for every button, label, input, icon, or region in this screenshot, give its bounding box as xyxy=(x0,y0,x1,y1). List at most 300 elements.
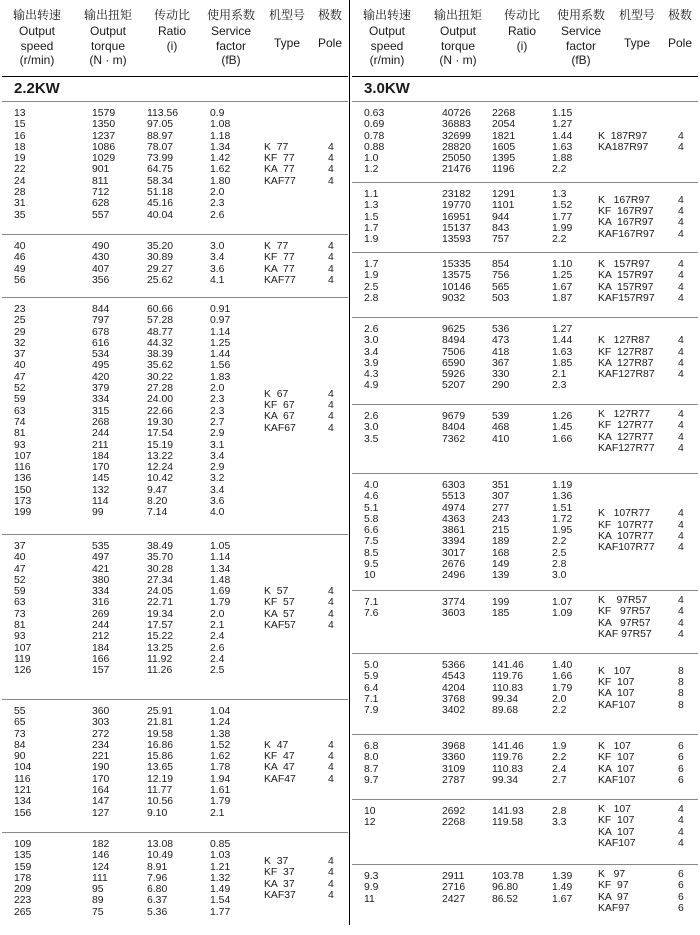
model-group xyxy=(352,102,698,183)
ratio: 110.83 xyxy=(492,682,524,694)
service-factor: 1.79 xyxy=(210,597,231,609)
pole-count: 8 xyxy=(678,699,684,711)
ratio: 22.66 xyxy=(147,405,174,417)
service-factor: 1.66 xyxy=(552,433,573,445)
type-list xyxy=(352,869,698,914)
service-factor: 1.3 xyxy=(552,189,567,200)
pole-count: 4 xyxy=(328,597,334,609)
service-factor: 1.66 xyxy=(552,671,573,683)
pole-count: 4 xyxy=(328,411,334,423)
type-row xyxy=(352,688,698,699)
pole-count: 4 xyxy=(678,420,684,432)
ratio: 277 xyxy=(492,502,510,514)
type-row xyxy=(2,176,348,187)
output-torque: 7362 xyxy=(442,433,466,445)
output-speed: 24 xyxy=(14,175,26,187)
ratio: 64.75 xyxy=(147,164,174,176)
service-factor: 1.04 xyxy=(210,706,231,717)
output-speed: 265 xyxy=(14,906,32,918)
output-torque: 356 xyxy=(92,274,110,286)
torque-header xyxy=(422,8,494,68)
type-row xyxy=(352,595,698,606)
ratio: 25.62 xyxy=(147,274,174,286)
service-factor: 1.21 xyxy=(210,861,231,873)
pole-count: 6 xyxy=(678,763,684,775)
table-row xyxy=(2,552,242,563)
output-torque: 379 xyxy=(92,383,110,395)
pole-count: 4 xyxy=(678,409,684,420)
service-factor: 1.32 xyxy=(210,872,231,884)
pole-header xyxy=(662,8,698,51)
ratio: 27.28 xyxy=(147,383,174,395)
output-speed: 40 xyxy=(14,241,26,252)
type-model: KF 77 xyxy=(264,153,295,165)
speed-header-en: Output xyxy=(18,24,56,38)
pole-count: 4 xyxy=(678,542,684,554)
ratio: 351 xyxy=(492,480,510,491)
model-group xyxy=(352,183,698,253)
pole-count: 4 xyxy=(328,252,334,264)
ratio: 139 xyxy=(492,570,510,582)
output-speed: 9.5 xyxy=(364,559,379,571)
output-speed: 15 xyxy=(14,119,26,131)
output-speed: 5.1 xyxy=(364,502,379,514)
table-row xyxy=(2,349,242,360)
service-factor: 1.95 xyxy=(552,525,573,537)
pole-count: 4 xyxy=(678,270,684,282)
output-speed: 4.0 xyxy=(364,480,379,491)
type-row xyxy=(352,764,698,775)
type-row xyxy=(352,531,698,542)
type-list xyxy=(352,804,698,849)
type-model: KA 107R77 xyxy=(598,530,654,542)
service-factor: 2.1 xyxy=(210,807,225,819)
service-factor: 2.2 xyxy=(552,164,567,176)
type-row xyxy=(352,700,698,711)
type-model: KA 37 xyxy=(264,878,295,890)
output-torque: 89 xyxy=(92,895,104,907)
type-model: KA 77 xyxy=(264,263,295,275)
service-factor: 0.91 xyxy=(210,304,231,315)
output-torque: 2268 xyxy=(442,817,466,829)
output-speed: 178 xyxy=(14,872,32,884)
service-factor: 0.85 xyxy=(210,839,231,850)
service-factor: 2.0 xyxy=(552,693,567,705)
service-factor: 1.44 xyxy=(552,335,573,347)
ratio: 44.32 xyxy=(147,337,174,349)
output-torque: 2911 xyxy=(442,871,465,882)
ratio: 141.93 xyxy=(492,806,524,817)
type-row xyxy=(352,217,698,228)
output-speed: 1.7 xyxy=(364,222,379,234)
output-speed: 1.5 xyxy=(364,211,379,223)
service-factor: 3.2 xyxy=(210,473,225,485)
service-factor: 2.3 xyxy=(552,380,567,392)
ratio: 27.34 xyxy=(147,574,174,586)
ratio-header xyxy=(494,8,550,53)
output-torque: 4363 xyxy=(442,513,466,525)
output-speed: 3.0 xyxy=(364,422,379,434)
service-factor: 1.87 xyxy=(552,292,573,304)
sf-header-en: (fB) xyxy=(571,53,591,67)
type-row xyxy=(352,293,698,304)
output-torque: 811 xyxy=(92,175,109,187)
table-row xyxy=(2,360,242,371)
pole-count: 4 xyxy=(678,130,684,142)
ratio: 22.71 xyxy=(147,597,174,609)
type-row xyxy=(352,606,698,620)
ratio: 11.92 xyxy=(147,653,173,665)
pole-count: 8 xyxy=(678,688,684,700)
output-speed: 223 xyxy=(14,895,32,907)
service-factor: 2.5 xyxy=(552,547,567,559)
type-model: KA 127R87 xyxy=(598,357,654,369)
output-speed: 6.8 xyxy=(364,741,379,752)
output-speed: 46 xyxy=(14,252,26,264)
table-row xyxy=(2,541,242,552)
output-torque: 166 xyxy=(92,653,110,665)
ratio: 103.78 xyxy=(492,871,524,882)
service-factor: 2.6 xyxy=(210,209,225,221)
ratio-header-en: Ratio xyxy=(507,24,536,38)
service-factor: 1.49 xyxy=(210,884,231,896)
service-factor: 3.0 xyxy=(552,570,567,582)
pole-count: 4 xyxy=(678,346,684,358)
table-row xyxy=(2,372,242,383)
ratio: 6.37 xyxy=(147,895,168,907)
output-torque: 182 xyxy=(92,839,110,850)
service-factor: 1.27 xyxy=(552,324,573,335)
output-speed: 8.7 xyxy=(364,763,379,775)
speed-header xyxy=(2,8,72,68)
ratio: 1605 xyxy=(492,141,516,153)
table-row xyxy=(2,198,242,209)
type-list xyxy=(2,389,348,434)
ratio: 410 xyxy=(492,433,510,445)
ratio: 86.52 xyxy=(492,893,519,905)
table-row xyxy=(2,839,242,850)
type-list xyxy=(2,586,348,631)
pole-count: 4 xyxy=(328,164,334,176)
output-torque: 9625 xyxy=(442,324,466,335)
pole-count: 4 xyxy=(328,608,334,620)
output-torque: 6590 xyxy=(442,357,466,369)
type-model: K 157R97 xyxy=(598,259,650,270)
ratio: 757 xyxy=(492,234,510,246)
service-factor: 2.4 xyxy=(210,653,225,665)
type-list xyxy=(2,142,348,187)
table-row xyxy=(2,108,242,119)
service-factor: 1.51 xyxy=(552,502,573,514)
power-rating: 3.0KW xyxy=(352,77,698,102)
output-speed: 59 xyxy=(14,394,26,406)
table-row xyxy=(2,462,242,473)
ratio: 10.56 xyxy=(147,796,174,808)
type-row xyxy=(2,142,348,153)
pole-count: 4 xyxy=(328,751,334,763)
output-speed: 116 xyxy=(14,773,31,785)
table-row xyxy=(352,164,592,175)
service-factor: 1.34 xyxy=(210,141,231,153)
right-table xyxy=(352,2,698,935)
table-row xyxy=(2,785,242,796)
output-torque: 2692 xyxy=(442,806,466,817)
output-speed: 93 xyxy=(14,439,26,451)
output-speed: 109 xyxy=(14,839,32,850)
pole-count: 6 xyxy=(678,774,684,786)
service-factor: 1.42 xyxy=(210,153,231,165)
type-row xyxy=(2,264,348,275)
table-row xyxy=(2,796,242,807)
output-speed: 136 xyxy=(14,473,32,485)
ratio: 141.46 xyxy=(492,741,524,752)
type-row xyxy=(352,229,698,240)
type-model: KA187R97 xyxy=(598,141,649,153)
ratio: 11.26 xyxy=(147,665,173,677)
output-torque: 13593 xyxy=(442,234,471,246)
output-torque: 2427 xyxy=(442,893,466,905)
service-factor: 3.3 xyxy=(552,817,567,829)
type-header xyxy=(612,8,662,51)
output-torque: 32699 xyxy=(442,130,471,142)
type-row xyxy=(352,369,698,380)
ratio: 99.34 xyxy=(492,774,519,786)
ratio: 5.36 xyxy=(147,906,168,918)
output-speed: 2.5 xyxy=(364,281,379,293)
type-model: K 47 xyxy=(264,739,289,751)
ratio: 10.49 xyxy=(147,850,174,862)
ratio: 113.56 xyxy=(147,108,179,119)
service-factor: 2.2 xyxy=(552,705,567,717)
pole-count: 4 xyxy=(678,826,684,838)
speed-header-en: speed xyxy=(20,38,54,53)
type-model: KAF107R77 xyxy=(598,542,655,554)
ratio: 15.19 xyxy=(147,439,174,451)
pole-header-en: Pole xyxy=(317,36,343,50)
output-speed: 135 xyxy=(14,850,32,862)
pole-count: 6 xyxy=(678,902,684,914)
service-factor: 1.14 xyxy=(210,326,231,338)
type-model: KF 127R77 xyxy=(598,420,654,432)
ratio: 119.58 xyxy=(492,817,524,829)
type-list xyxy=(2,856,348,901)
output-speed: 104 xyxy=(14,762,32,774)
service-factor: 3.4 xyxy=(210,252,225,264)
ratio: 367 xyxy=(492,357,510,369)
output-speed: 37 xyxy=(14,349,26,361)
output-torque: 3394 xyxy=(442,536,466,548)
table-row xyxy=(2,729,242,740)
output-speed: 1.1 xyxy=(364,189,379,200)
output-speed: 7.1 xyxy=(364,597,379,608)
ratio: 13.65 xyxy=(147,762,174,774)
output-speed: 37 xyxy=(14,541,26,552)
ratio: 96.80 xyxy=(492,882,519,894)
pole-count: 4 xyxy=(678,530,684,542)
table-row xyxy=(2,131,242,142)
output-speed: 5.9 xyxy=(364,671,379,683)
torque-header xyxy=(72,8,144,68)
model-group xyxy=(352,735,698,800)
ratio: 13.25 xyxy=(147,642,174,654)
type-row xyxy=(352,443,698,454)
output-torque: 9032 xyxy=(442,292,466,304)
service-factor: 2.2 xyxy=(552,752,567,764)
table-row xyxy=(352,559,592,570)
output-speed: 52 xyxy=(14,383,26,395)
table-row xyxy=(2,575,242,586)
table-row xyxy=(2,507,242,518)
service-factor: 1.14 xyxy=(210,552,231,564)
type-model: KAF 97R57 xyxy=(598,628,652,640)
ratio: 7.14 xyxy=(147,507,168,519)
type-list xyxy=(352,195,698,240)
output-speed: 63 xyxy=(14,597,26,609)
type-row xyxy=(352,815,698,829)
output-torque: 3360 xyxy=(442,752,466,764)
pole-count: 4 xyxy=(328,620,334,632)
service-factor: 1.08 xyxy=(210,119,231,131)
pole-count: 4 xyxy=(328,867,334,879)
service-factor: 1.85 xyxy=(552,357,573,369)
type-row xyxy=(352,347,698,358)
output-torque: 19770 xyxy=(442,200,471,212)
type-model: KAF107 xyxy=(598,837,636,849)
output-speed: 56 xyxy=(14,274,26,286)
model-group xyxy=(2,235,348,298)
output-speed: 31 xyxy=(14,198,26,210)
ratio: 418 xyxy=(492,346,510,358)
type-model: KF 97 xyxy=(598,880,629,892)
type-row xyxy=(352,335,698,346)
output-torque: 407 xyxy=(92,263,110,275)
output-torque: 15137 xyxy=(442,222,471,234)
ratio: 38.39 xyxy=(147,349,174,361)
output-torque: 1350 xyxy=(92,119,116,131)
pole-count: 4 xyxy=(678,369,684,381)
output-speed: 22 xyxy=(14,164,26,176)
ratio: 1821 xyxy=(492,130,516,142)
output-speed: 4.3 xyxy=(364,369,379,381)
speed-header xyxy=(352,8,422,68)
type-model: KAF127R87 xyxy=(598,369,655,381)
output-speed: 199 xyxy=(14,507,32,519)
output-speed: 2.6 xyxy=(364,411,379,422)
service-factor: 1.72 xyxy=(552,513,573,525)
ratio: 30.28 xyxy=(147,563,174,575)
type-list xyxy=(352,131,698,154)
output-speed: 40 xyxy=(14,552,26,564)
output-torque: 497 xyxy=(92,552,110,564)
type-model: KF 107 xyxy=(598,752,635,764)
output-torque: 5207 xyxy=(442,380,466,392)
service-factor: 1.38 xyxy=(210,728,231,740)
type-row xyxy=(352,409,698,420)
pole-count: 8 xyxy=(678,676,684,688)
type-header-cn: 机型号 xyxy=(268,8,305,22)
pole-count: 4 xyxy=(678,628,684,640)
service-factor: 2.1 xyxy=(552,369,567,381)
service-factor: 1.48 xyxy=(210,574,231,586)
type-row xyxy=(2,620,348,631)
service-factor: 2.0 xyxy=(210,187,225,199)
service-factor: 3.4 xyxy=(210,450,225,462)
type-row xyxy=(352,838,698,849)
ratio-header-en: (i) xyxy=(166,38,178,53)
type-model: KF 127R87 xyxy=(598,346,654,358)
output-torque: 315 xyxy=(92,405,110,417)
sf-header-en: factor xyxy=(215,38,246,53)
model-group xyxy=(352,318,698,405)
type-model: K 97R57 xyxy=(598,595,648,606)
torque-header-en: torque xyxy=(440,38,476,53)
type-row xyxy=(352,892,698,903)
output-torque: 3017 xyxy=(442,547,466,559)
service-factor: 1.19 xyxy=(552,480,573,491)
output-torque: 2716 xyxy=(442,882,466,894)
service-factor: 1.09 xyxy=(552,608,573,620)
service-factor: 2.3 xyxy=(210,198,225,210)
output-torque: 4204 xyxy=(442,682,466,694)
output-torque: 380 xyxy=(92,574,110,586)
type-model: KF 37 xyxy=(264,867,295,879)
ratio: 17.57 xyxy=(147,620,174,632)
ratio: 843 xyxy=(492,222,510,234)
table-row xyxy=(2,315,242,326)
service-factor: 1.63 xyxy=(552,141,573,153)
type-model: K 37 xyxy=(264,855,289,867)
output-torque: 5926 xyxy=(442,369,466,381)
type-model: KA 107 xyxy=(598,763,635,775)
output-speed: 47 xyxy=(14,371,26,383)
type-model: KF 67 xyxy=(264,400,295,412)
output-speed: 1.7 xyxy=(364,259,379,270)
pole-count: 4 xyxy=(328,388,334,400)
model-group xyxy=(2,700,348,833)
ratio: 51.18 xyxy=(147,187,174,199)
service-factor: 2.2 xyxy=(552,234,567,246)
output-torque: 844 xyxy=(92,304,110,315)
type-row xyxy=(352,666,698,677)
ratio: 1291 xyxy=(492,189,516,200)
ratio: 89.68 xyxy=(492,705,519,717)
ratio: 307 xyxy=(492,491,510,503)
speed-header-en: (r/min) xyxy=(369,53,405,67)
ratio: 40.04 xyxy=(147,209,174,221)
pole-count: 4 xyxy=(328,762,334,774)
table-row xyxy=(352,119,592,130)
type-row xyxy=(2,597,348,608)
output-speed: 11 xyxy=(364,893,375,905)
type-row xyxy=(2,867,348,878)
output-torque: 3768 xyxy=(442,693,466,705)
type-model: KA 167R97 xyxy=(598,217,654,229)
table-row xyxy=(2,210,242,221)
type-model: KA 97R57 xyxy=(598,617,651,629)
output-torque: 111 xyxy=(92,872,108,884)
output-torque: 495 xyxy=(92,360,110,372)
service-factor: 4.0 xyxy=(210,507,225,519)
output-torque: 268 xyxy=(92,416,110,428)
service-factor: 1.62 xyxy=(210,164,231,176)
table-row xyxy=(352,380,592,391)
ratio: 539 xyxy=(492,411,510,422)
ratio: 24.00 xyxy=(147,394,174,406)
ratio: 503 xyxy=(492,292,510,304)
output-torque: 334 xyxy=(92,586,110,598)
pole-count: 4 xyxy=(328,773,334,785)
output-torque: 9679 xyxy=(442,411,466,422)
